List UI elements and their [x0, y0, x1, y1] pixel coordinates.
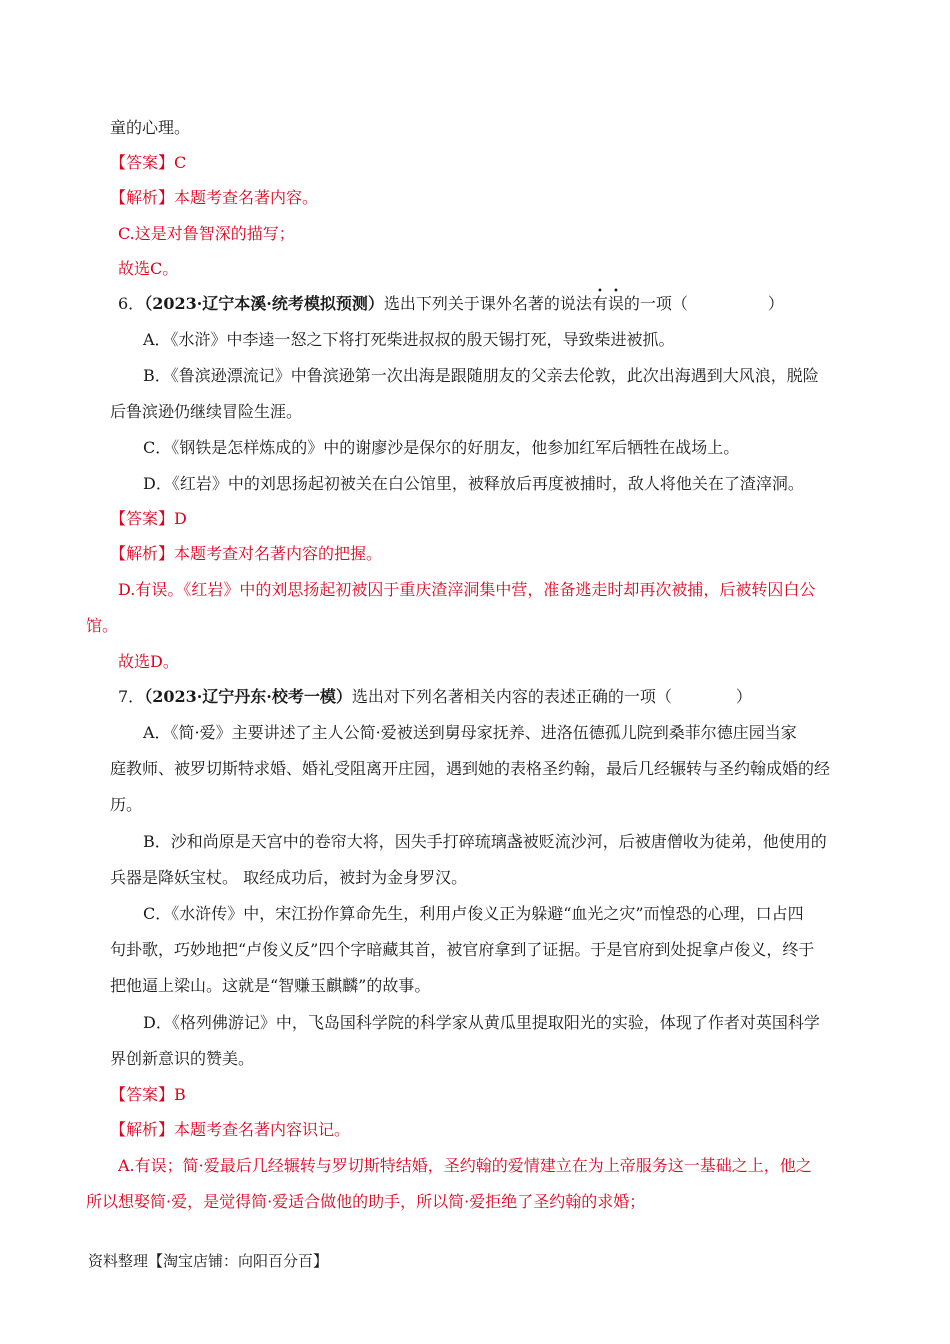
q6-answer: 【答案】D — [110, 509, 187, 528]
q7-option-c-line2: 句卦歌，巧妙地把“卢俊义反”四个字暗藏其首，被官府拿到了证据。于是官府到处捉拿卢俊义，终于 — [110, 940, 815, 959]
q7-answer: 【答案】B — [110, 1085, 186, 1104]
q7-option-d-line2: 界创新意识的赞美。 — [110, 1049, 255, 1068]
q6-emphasis-char-2: 误 — [607, 294, 624, 313]
q7-number: 7． — [118, 687, 145, 706]
q7-option-b-line1: B．沙和尚原是天宫中的卷帘大将，因失手打碎琉璃盏被贬流沙河，后被唐僧收为徒弟，他使用的 — [143, 832, 827, 851]
q6-stem-text: 选出下列关于课外名著的说法 — [383, 294, 592, 313]
prev-answer: 【答案】C — [110, 153, 187, 172]
q7-option-d-line1: D．《格列佛游记》中，飞岛国科学院的科学家从黄瓜里提取阳光的实验，体现了作者对英国科学 — [143, 1013, 820, 1032]
q7-option-b-line2: 兵器是降妖宝杖。 取经成功后，被封为金身罗汉。 — [110, 868, 468, 887]
q6-source: （2023·辽宁本溪·统考模拟预测） — [144, 294, 384, 313]
prev-conclusion: 故选C。 — [118, 259, 179, 278]
q6-analysis: 【解析】本题考查对名著内容的把握。 — [110, 544, 383, 563]
q6-number: 6． — [118, 294, 145, 313]
q6-stem-tail: 的一项（ ） — [623, 294, 784, 313]
q6-option-b-line2: 后鲁滨逊仍继续冒险生涯。 — [110, 402, 303, 421]
q7-option-a-line2: 庭教师、被罗切斯特求婚、婚礼受阻离开庄园，遇到她的表格圣约翰，最后几经辗转与圣约翰成婚的经 — [110, 759, 831, 778]
prev-tail-text: 童的心理。 — [110, 118, 191, 137]
q7-option-c-line3: 把他逼上梁山。这就是“智赚玉麒麟”的故事。 — [110, 976, 431, 995]
q6-option-a: A．《水浒》中李逵一怒之下将打死柴进叔叔的殷天锡打死，导致柴进被抓。 — [143, 330, 675, 349]
q6-option-b-line1: B．《鲁滨逊漂流记》中鲁滨逊第一次出海是跟随朋友的父亲去伦敦，此次出海遇到大风浪，脱险 — [143, 366, 819, 385]
q7-stem — [118, 685, 752, 709]
q6-stem — [118, 292, 784, 316]
q7-detail-line2: 所以想娶简·爱，是觉得简·爱适合做他的助手，所以简·爱拒绝了圣约翰的求婚； — [86, 1192, 646, 1211]
q6-emphasis-char-1: 有 — [591, 294, 608, 313]
q7-stem-text: 选出对下列名著相关内容的表述正确的一项（ ） — [351, 687, 752, 706]
prev-detail: C.这是对鲁智深的描写； — [118, 224, 295, 243]
q6-option-c: C．《钢铁是怎样炼成的》中的谢廖沙是保尔的好朋友，他参加红军后牺牲在战场上。 — [143, 438, 740, 457]
q6-conclusion: 故选D。 — [118, 652, 179, 671]
q7-option-c-line1: C．《水浒传》中，宋江扮作算命先生，利用卢俊义正为躲避“血光之灾”而惶恐的心理，口占四 — [143, 904, 804, 923]
q6-detail-line2: 馆。 — [86, 616, 119, 635]
page-footer: 资料整理【淘宝店铺：向阳百分百】 — [88, 1252, 329, 1270]
q6-detail-line1: D.有误。《红岩》中的刘思扬起初被囚于重庆渣滓洞集中营，准备逃走时却再次被捕，后被转囚白公 — [118, 580, 816, 599]
q6-option-d: D．《红岩》中的刘思扬起初被关在白公馆里，被释放后再度被捕时，敌人将他关在了渣滓洞。 — [143, 474, 804, 493]
q7-analysis: 【解析】本题考查名著内容识记。 — [110, 1120, 351, 1139]
prev-analysis: 【解析】本题考查名著内容。 — [110, 188, 319, 207]
q7-source: （2023·辽宁丹东·校考一模） — [144, 687, 352, 706]
q7-option-a-line3: 历。 — [110, 795, 143, 814]
q7-option-a-line1: A．《简·爱》主要讲述了主人公简·爱被送到舅母家抚养、进洛伍德孤儿院到桑菲尔德庄园当家 — [143, 723, 797, 742]
q7-detail-line1: A.有误；简·爱最后几经辗转与罗切斯特结婚，圣约翰的爱情建立在为上帝服务这一基础之上，他之 — [118, 1156, 812, 1175]
